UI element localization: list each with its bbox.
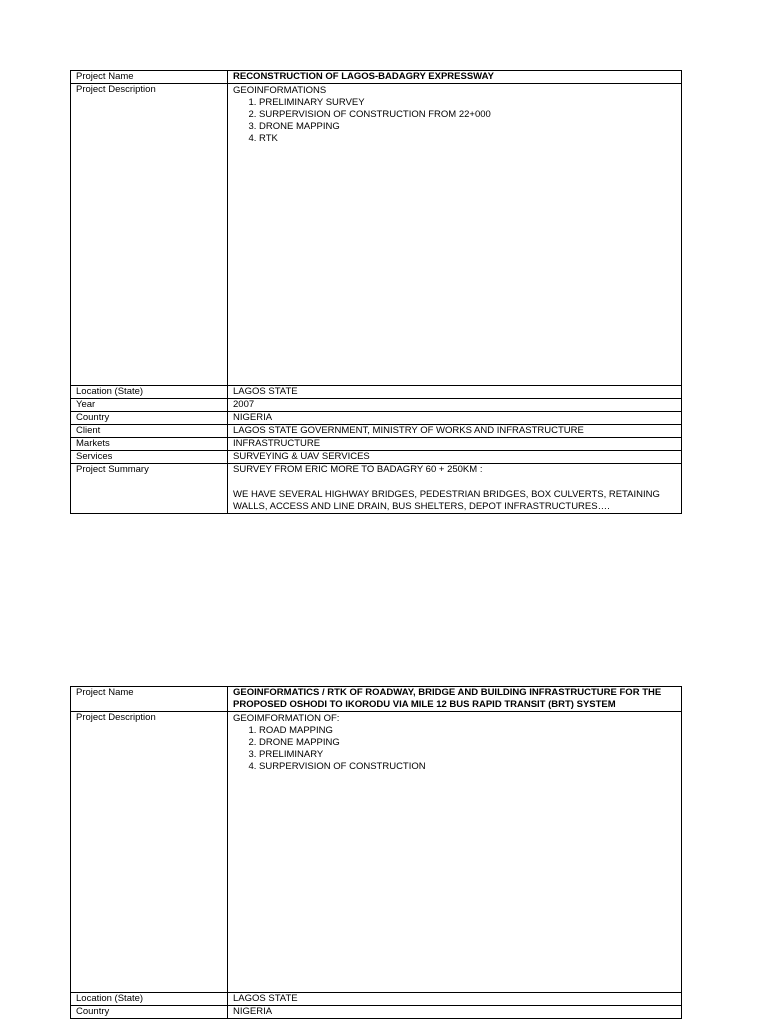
location-label: Location (State) xyxy=(71,386,228,399)
project-name-value: RECONSTRUCTION OF LAGOS-BADAGRY EXPRESSWAY xyxy=(228,71,682,84)
table-row-project-name xyxy=(71,687,682,712)
client-label: Client xyxy=(71,425,228,438)
location-label: Location (State) xyxy=(71,993,228,1006)
location-value: LAGOS STATE xyxy=(228,386,682,399)
table-row-country xyxy=(71,1006,682,1019)
project-description-header: GEOIMFORMATION OF: xyxy=(233,713,340,724)
list-item: 2. SURPERVISION OF CONSTRUCTION FROM 22+000 xyxy=(259,109,676,121)
list-item: 4. RTK xyxy=(259,133,676,145)
table-row-project-name xyxy=(71,71,682,84)
services-value: SURVEYING & UAV SERVICES xyxy=(228,451,682,464)
project-description-label: Project Description xyxy=(71,712,228,993)
project-summary-value xyxy=(228,464,682,514)
project-description-value xyxy=(228,84,682,386)
table-row-project-description xyxy=(71,84,682,386)
country-label: Country xyxy=(71,1006,228,1019)
project-description-list xyxy=(233,97,676,145)
country-value: NIGERIA xyxy=(228,412,682,425)
project-description-header: GEOINFORMATIONS xyxy=(233,85,327,96)
year-label: Year xyxy=(71,399,228,412)
list-item: 2. DRONE MAPPING xyxy=(259,737,676,749)
services-label: Services xyxy=(71,451,228,464)
markets-label: Markets xyxy=(71,438,228,451)
project-table-1 xyxy=(70,70,682,514)
project-summary-label: Project Summary xyxy=(71,464,228,514)
client-value: LAGOS STATE GOVERNMENT, MINISTRY OF WORKS AND INFRASTRUCTURE xyxy=(228,425,682,438)
country-value: NIGERIA xyxy=(228,1006,682,1019)
table-row-client xyxy=(71,425,682,438)
markets-value: INFRASTRUCTURE xyxy=(228,438,682,451)
list-item: 3. DRONE MAPPING xyxy=(259,121,676,133)
list-item: 1. PRELIMINARY SURVEY xyxy=(259,97,676,109)
project-name-label: Project Name xyxy=(71,71,228,84)
project-summary-details: WE HAVE SEVERAL HIGHWAY BRIDGES, PEDESTRIAN BRIDGES, BOX CULVERTS, RETAINING WALLS, ACCESS AND LINE DRAIN, BUS SHELTERS, DEPOT INFRASTRUCTURES…. xyxy=(233,489,660,512)
country-label: Country xyxy=(71,412,228,425)
location-value: LAGOS STATE xyxy=(228,993,682,1006)
table-row-country xyxy=(71,412,682,425)
project-description-value xyxy=(228,712,682,993)
project-description-list xyxy=(233,725,676,773)
project-description-label: Project Description xyxy=(71,84,228,386)
summary-spacer xyxy=(233,476,676,489)
table-row-markets xyxy=(71,438,682,451)
table-row-project-summary xyxy=(71,464,682,514)
project-name-label: Project Name xyxy=(71,687,228,712)
project-name-value: GEOINFORMATICS / RTK OF ROADWAY, BRIDGE AND BUILDING INFRASTRUCTURE FOR THE PROPOSED OSHODI TO IKORODU VIA MILE 12 BUS RAPID TRANSIT (BRT) SYSTEM xyxy=(228,687,682,712)
table-row-location xyxy=(71,386,682,399)
list-item: 1. ROAD MAPPING xyxy=(259,725,676,737)
table-row-services xyxy=(71,451,682,464)
list-item: 4. SURPERVISION OF CONSTRUCTION xyxy=(259,761,676,773)
table-row-project-description xyxy=(71,712,682,993)
project-summary-line: SURVEY FROM ERIC MORE TO BADAGRY 60 + 250KM : xyxy=(233,464,483,475)
list-item: 3. PRELIMINARY xyxy=(259,749,676,761)
project-table-2 xyxy=(70,686,682,1019)
table-row-year xyxy=(71,399,682,412)
table-row-location xyxy=(71,993,682,1006)
year-value: 2007 xyxy=(228,399,682,412)
